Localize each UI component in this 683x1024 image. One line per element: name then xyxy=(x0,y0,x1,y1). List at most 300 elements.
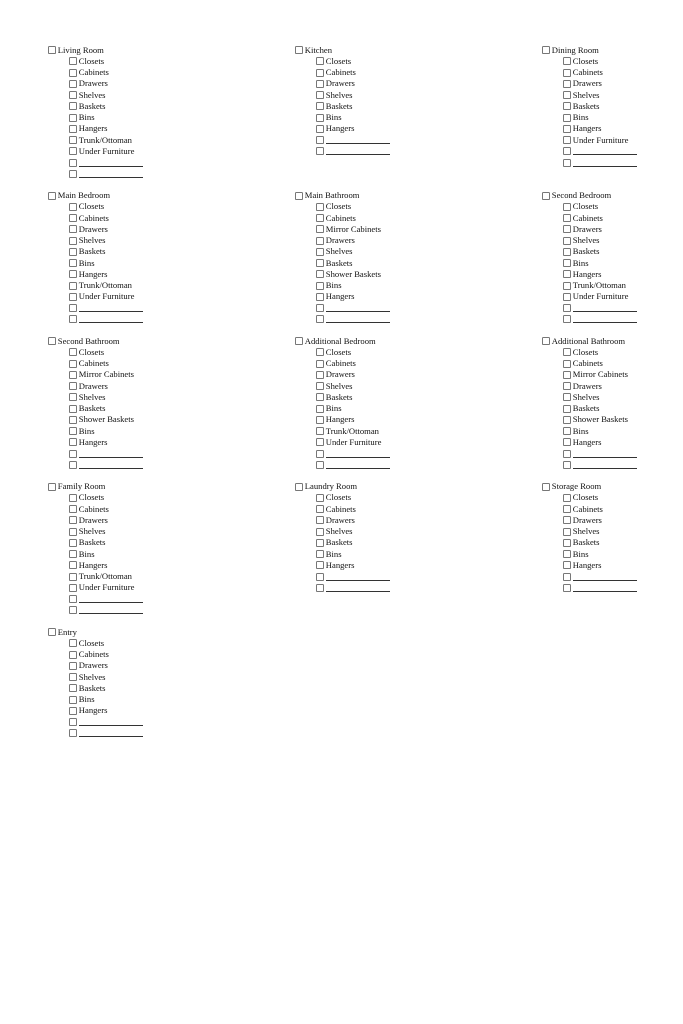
room-checkbox-family-room[interactable] xyxy=(48,481,278,492)
checkbox-icon[interactable] xyxy=(69,461,77,469)
item-checkbox-closets[interactable] xyxy=(69,347,278,358)
checkbox-icon[interactable] xyxy=(69,528,77,536)
item-checkbox-bins[interactable] xyxy=(316,112,525,123)
checkbox-icon[interactable] xyxy=(563,203,571,211)
checkbox-icon[interactable] xyxy=(542,483,550,491)
room-checkbox-dining-room[interactable] xyxy=(542,45,683,56)
checkbox-icon[interactable] xyxy=(69,214,77,222)
checkbox-icon[interactable] xyxy=(563,80,571,88)
checkbox-icon[interactable] xyxy=(563,69,571,77)
checkbox-icon[interactable] xyxy=(563,550,571,558)
checkbox-icon[interactable] xyxy=(316,57,324,65)
room-checkbox-entry[interactable] xyxy=(48,627,278,638)
item-checkbox-under-furniture[interactable] xyxy=(563,135,683,146)
checkbox-icon[interactable] xyxy=(316,91,324,99)
checkbox-icon[interactable] xyxy=(69,114,77,122)
write-in-line[interactable] xyxy=(79,460,143,469)
item-checkbox-drawers[interactable] xyxy=(69,660,278,671)
checkbox-icon[interactable] xyxy=(316,282,324,290)
checkbox-icon[interactable] xyxy=(316,450,324,458)
write-in-line[interactable] xyxy=(326,449,390,458)
blank-item-checkbox[interactable] xyxy=(69,157,278,168)
item-checkbox-drawers[interactable] xyxy=(563,381,683,392)
write-in-line[interactable] xyxy=(79,158,143,167)
checkbox-icon[interactable] xyxy=(563,270,571,278)
item-checkbox-closets[interactable] xyxy=(316,492,525,503)
blank-item-checkbox[interactable] xyxy=(69,459,278,470)
room-checkbox-laundry-room[interactable] xyxy=(295,481,525,492)
item-checkbox-bins[interactable] xyxy=(69,112,278,123)
checkbox-icon[interactable] xyxy=(563,125,571,133)
item-checkbox-hangers[interactable] xyxy=(69,123,278,134)
blank-item-checkbox[interactable] xyxy=(316,571,525,582)
blank-item-checkbox[interactable] xyxy=(316,459,525,470)
item-checkbox-drawers[interactable] xyxy=(563,78,683,89)
write-in-line[interactable] xyxy=(573,146,637,155)
item-checkbox-closets[interactable] xyxy=(69,56,278,67)
checkbox-icon[interactable] xyxy=(69,382,77,390)
item-checkbox-trunk-ottoman[interactable] xyxy=(69,135,278,146)
write-in-line[interactable] xyxy=(79,303,143,312)
item-checkbox-shelves[interactable] xyxy=(563,526,683,537)
checkbox-icon[interactable] xyxy=(69,516,77,524)
checkbox-icon[interactable] xyxy=(69,225,77,233)
checkbox-icon[interactable] xyxy=(316,561,324,569)
checkbox-icon[interactable] xyxy=(316,315,324,323)
checkbox-icon[interactable] xyxy=(316,237,324,245)
write-in-line[interactable] xyxy=(79,594,143,603)
checkbox-icon[interactable] xyxy=(316,360,324,368)
checkbox-icon[interactable] xyxy=(563,259,571,267)
write-in-line[interactable] xyxy=(573,158,637,167)
item-checkbox-baskets[interactable] xyxy=(563,403,683,414)
item-checkbox-under-furniture[interactable] xyxy=(69,291,278,302)
write-in-line[interactable] xyxy=(326,583,390,592)
checkbox-icon[interactable] xyxy=(69,57,77,65)
blank-item-checkbox[interactable] xyxy=(69,168,278,179)
checkbox-icon[interactable] xyxy=(69,550,77,558)
item-checkbox-cabinets[interactable] xyxy=(563,504,683,515)
checkbox-icon[interactable] xyxy=(69,69,77,77)
item-checkbox-shower-baskets[interactable] xyxy=(316,269,525,280)
checkbox-icon[interactable] xyxy=(316,214,324,222)
checkbox-icon[interactable] xyxy=(316,382,324,390)
checkbox-icon[interactable] xyxy=(316,270,324,278)
checkbox-icon[interactable] xyxy=(69,651,77,659)
item-checkbox-closets[interactable] xyxy=(69,638,278,649)
item-checkbox-cabinets[interactable] xyxy=(69,213,278,224)
checkbox-icon[interactable] xyxy=(316,438,324,446)
item-checkbox-bins[interactable] xyxy=(563,549,683,560)
item-checkbox-shelves[interactable] xyxy=(69,392,278,403)
checkbox-icon[interactable] xyxy=(69,673,77,681)
item-checkbox-shelves[interactable] xyxy=(69,526,278,537)
checkbox-icon[interactable] xyxy=(563,573,571,581)
checkbox-icon[interactable] xyxy=(69,315,77,323)
checkbox-icon[interactable] xyxy=(563,304,571,312)
checkbox-icon[interactable] xyxy=(316,494,324,502)
item-checkbox-trunk-ottoman[interactable] xyxy=(69,571,278,582)
write-in-line[interactable] xyxy=(326,314,390,323)
blank-item-checkbox[interactable] xyxy=(316,448,525,459)
checkbox-icon[interactable] xyxy=(563,348,571,356)
item-checkbox-cabinets[interactable] xyxy=(69,649,278,660)
item-checkbox-cabinets[interactable] xyxy=(563,67,683,78)
item-checkbox-closets[interactable] xyxy=(563,347,683,358)
checkbox-icon[interactable] xyxy=(316,304,324,312)
checkbox-icon[interactable] xyxy=(316,136,324,144)
blank-item-checkbox[interactable] xyxy=(69,605,278,616)
room-checkbox-kitchen[interactable] xyxy=(295,45,525,56)
item-checkbox-baskets[interactable] xyxy=(69,101,278,112)
item-checkbox-shelves[interactable] xyxy=(316,246,525,257)
checkbox-icon[interactable] xyxy=(563,461,571,469)
write-in-line[interactable] xyxy=(573,303,637,312)
blank-item-checkbox[interactable] xyxy=(563,582,683,593)
checkbox-icon[interactable] xyxy=(563,147,571,155)
blank-item-checkbox[interactable] xyxy=(69,303,278,314)
checkbox-icon[interactable] xyxy=(69,416,77,424)
checkbox-icon[interactable] xyxy=(295,483,303,491)
item-checkbox-bins[interactable] xyxy=(69,426,278,437)
item-checkbox-baskets[interactable] xyxy=(69,683,278,694)
checkbox-icon[interactable] xyxy=(563,159,571,167)
checkbox-icon[interactable] xyxy=(69,494,77,502)
item-checkbox-drawers[interactable] xyxy=(316,235,525,246)
checkbox-icon[interactable] xyxy=(542,337,550,345)
checkbox-icon[interactable] xyxy=(69,304,77,312)
checkbox-icon[interactable] xyxy=(563,505,571,513)
item-checkbox-hangers[interactable] xyxy=(316,414,525,425)
item-checkbox-hangers[interactable] xyxy=(563,560,683,571)
checkbox-icon[interactable] xyxy=(69,270,77,278)
checkbox-icon[interactable] xyxy=(316,102,324,110)
item-checkbox-shelves[interactable] xyxy=(563,235,683,246)
item-checkbox-bins[interactable] xyxy=(316,549,525,560)
checkbox-icon[interactable] xyxy=(69,573,77,581)
checkbox-icon[interactable] xyxy=(69,639,77,647)
item-checkbox-shower-baskets[interactable] xyxy=(563,414,683,425)
blank-item-checkbox[interactable] xyxy=(69,728,278,739)
checkbox-icon[interactable] xyxy=(316,393,324,401)
checkbox-icon[interactable] xyxy=(69,348,77,356)
blank-item-checkbox[interactable] xyxy=(316,582,525,593)
item-checkbox-drawers[interactable] xyxy=(69,224,278,235)
checkbox-icon[interactable] xyxy=(563,438,571,446)
checkbox-icon[interactable] xyxy=(69,136,77,144)
write-in-line[interactable] xyxy=(326,303,390,312)
room-checkbox-additional-bedroom[interactable] xyxy=(295,336,525,347)
checkbox-icon[interactable] xyxy=(316,427,324,435)
checkbox-icon[interactable] xyxy=(316,550,324,558)
item-checkbox-closets[interactable] xyxy=(563,201,683,212)
item-checkbox-baskets[interactable] xyxy=(563,246,683,257)
checkbox-icon[interactable] xyxy=(69,170,77,178)
room-checkbox-living-room[interactable] xyxy=(48,45,278,56)
checkbox-icon[interactable] xyxy=(563,393,571,401)
item-checkbox-mirror-cabinets[interactable] xyxy=(316,224,525,235)
item-checkbox-bins[interactable] xyxy=(563,258,683,269)
item-checkbox-baskets[interactable] xyxy=(316,392,525,403)
checkbox-icon[interactable] xyxy=(295,192,303,200)
checkbox-icon[interactable] xyxy=(69,427,77,435)
checkbox-icon[interactable] xyxy=(316,539,324,547)
checkbox-icon[interactable] xyxy=(563,450,571,458)
checkbox-icon[interactable] xyxy=(69,450,77,458)
item-checkbox-bins[interactable] xyxy=(69,694,278,705)
item-checkbox-bins[interactable] xyxy=(563,426,683,437)
checkbox-icon[interactable] xyxy=(563,494,571,502)
checkbox-icon[interactable] xyxy=(316,125,324,133)
item-checkbox-shelves[interactable] xyxy=(316,381,525,392)
write-in-line[interactable] xyxy=(573,583,637,592)
item-checkbox-drawers[interactable] xyxy=(316,515,525,526)
item-checkbox-cabinets[interactable] xyxy=(316,358,525,369)
item-checkbox-cabinets[interactable] xyxy=(69,67,278,78)
item-checkbox-bins[interactable] xyxy=(316,403,525,414)
item-checkbox-closets[interactable] xyxy=(316,347,525,358)
item-checkbox-baskets[interactable] xyxy=(69,403,278,414)
checkbox-icon[interactable] xyxy=(69,393,77,401)
checkbox-icon[interactable] xyxy=(69,696,77,704)
checkbox-icon[interactable] xyxy=(563,225,571,233)
item-checkbox-closets[interactable] xyxy=(69,492,278,503)
blank-item-checkbox[interactable] xyxy=(69,448,278,459)
checkbox-icon[interactable] xyxy=(316,225,324,233)
checkbox-icon[interactable] xyxy=(69,595,77,603)
item-checkbox-shelves[interactable] xyxy=(69,235,278,246)
write-in-line[interactable] xyxy=(573,572,637,581)
item-checkbox-bins[interactable] xyxy=(563,112,683,123)
write-in-line[interactable] xyxy=(79,605,143,614)
checkbox-icon[interactable] xyxy=(563,561,571,569)
checkbox-icon[interactable] xyxy=(48,483,56,491)
item-checkbox-drawers[interactable] xyxy=(316,369,525,380)
item-checkbox-closets[interactable] xyxy=(316,201,525,212)
checkbox-icon[interactable] xyxy=(563,516,571,524)
item-checkbox-bins[interactable] xyxy=(316,280,525,291)
item-checkbox-cabinets[interactable] xyxy=(563,358,683,369)
checkbox-icon[interactable] xyxy=(69,248,77,256)
blank-item-checkbox[interactable] xyxy=(563,303,683,314)
item-checkbox-mirror-cabinets[interactable] xyxy=(563,369,683,380)
checkbox-icon[interactable] xyxy=(316,248,324,256)
checkbox-icon[interactable] xyxy=(563,416,571,424)
write-in-line[interactable] xyxy=(79,728,143,737)
item-checkbox-cabinets[interactable] xyxy=(316,504,525,515)
room-checkbox-main-bathroom[interactable] xyxy=(295,190,525,201)
write-in-line[interactable] xyxy=(326,572,390,581)
checkbox-icon[interactable] xyxy=(69,293,77,301)
room-checkbox-second-bathroom[interactable] xyxy=(48,336,278,347)
item-checkbox-baskets[interactable] xyxy=(316,537,525,548)
checkbox-icon[interactable] xyxy=(48,337,56,345)
item-checkbox-drawers[interactable] xyxy=(69,515,278,526)
item-checkbox-baskets[interactable] xyxy=(316,101,525,112)
checkbox-icon[interactable] xyxy=(69,80,77,88)
checkbox-icon[interactable] xyxy=(316,505,324,513)
item-checkbox-closets[interactable] xyxy=(563,492,683,503)
blank-item-checkbox[interactable] xyxy=(316,146,525,157)
write-in-line[interactable] xyxy=(326,460,390,469)
checkbox-icon[interactable] xyxy=(563,237,571,245)
checkbox-icon[interactable] xyxy=(69,102,77,110)
checkbox-icon[interactable] xyxy=(69,707,77,715)
checkbox-icon[interactable] xyxy=(69,584,77,592)
item-checkbox-drawers[interactable] xyxy=(563,224,683,235)
item-checkbox-cabinets[interactable] xyxy=(563,213,683,224)
checkbox-icon[interactable] xyxy=(69,147,77,155)
checkbox-icon[interactable] xyxy=(69,91,77,99)
item-checkbox-bins[interactable] xyxy=(69,549,278,560)
item-checkbox-hangers[interactable] xyxy=(69,705,278,716)
checkbox-icon[interactable] xyxy=(316,348,324,356)
item-checkbox-mirror-cabinets[interactable] xyxy=(69,369,278,380)
checkbox-icon[interactable] xyxy=(316,416,324,424)
write-in-line[interactable] xyxy=(79,449,143,458)
checkbox-icon[interactable] xyxy=(69,405,77,413)
item-checkbox-shelves[interactable] xyxy=(563,392,683,403)
item-checkbox-shelves[interactable] xyxy=(316,90,525,101)
checkbox-icon[interactable] xyxy=(316,405,324,413)
item-checkbox-under-furniture[interactable] xyxy=(316,437,525,448)
item-checkbox-cabinets[interactable] xyxy=(69,504,278,515)
checkbox-icon[interactable] xyxy=(69,259,77,267)
write-in-line[interactable] xyxy=(79,314,143,323)
checkbox-icon[interactable] xyxy=(316,528,324,536)
checkbox-icon[interactable] xyxy=(69,606,77,614)
item-checkbox-drawers[interactable] xyxy=(69,78,278,89)
room-checkbox-storage-room[interactable] xyxy=(542,481,683,492)
item-checkbox-baskets[interactable] xyxy=(69,246,278,257)
blank-item-checkbox[interactable] xyxy=(563,146,683,157)
item-checkbox-hangers[interactable] xyxy=(316,291,525,302)
checkbox-icon[interactable] xyxy=(563,214,571,222)
checkbox-icon[interactable] xyxy=(563,539,571,547)
item-checkbox-under-furniture[interactable] xyxy=(563,291,683,302)
blank-item-checkbox[interactable] xyxy=(69,594,278,605)
checkbox-icon[interactable] xyxy=(316,114,324,122)
checkbox-icon[interactable] xyxy=(563,405,571,413)
checkbox-icon[interactable] xyxy=(316,80,324,88)
checkbox-icon[interactable] xyxy=(295,46,303,54)
checkbox-icon[interactable] xyxy=(48,192,56,200)
checkbox-icon[interactable] xyxy=(563,114,571,122)
item-checkbox-drawers[interactable] xyxy=(316,78,525,89)
checkbox-icon[interactable] xyxy=(563,248,571,256)
checkbox-icon[interactable] xyxy=(316,584,324,592)
checkbox-icon[interactable] xyxy=(542,46,550,54)
checkbox-icon[interactable] xyxy=(48,628,56,636)
checkbox-icon[interactable] xyxy=(69,684,77,692)
item-checkbox-cabinets[interactable] xyxy=(316,67,525,78)
write-in-line[interactable] xyxy=(79,169,143,178)
checkbox-icon[interactable] xyxy=(69,505,77,513)
checkbox-icon[interactable] xyxy=(563,282,571,290)
blank-item-checkbox[interactable] xyxy=(563,459,683,470)
blank-item-checkbox[interactable] xyxy=(69,314,278,325)
item-checkbox-shower-baskets[interactable] xyxy=(69,414,278,425)
item-checkbox-trunk-ottoman[interactable] xyxy=(316,426,525,437)
blank-item-checkbox[interactable] xyxy=(316,135,525,146)
checkbox-icon[interactable] xyxy=(69,718,77,726)
item-checkbox-hangers[interactable] xyxy=(563,123,683,134)
write-in-line[interactable] xyxy=(326,135,390,144)
item-checkbox-baskets[interactable] xyxy=(316,258,525,269)
item-checkbox-closets[interactable] xyxy=(563,56,683,67)
write-in-line[interactable] xyxy=(326,146,390,155)
checkbox-icon[interactable] xyxy=(295,337,303,345)
checkbox-icon[interactable] xyxy=(69,360,77,368)
checkbox-icon[interactable] xyxy=(563,360,571,368)
item-checkbox-baskets[interactable] xyxy=(563,537,683,548)
checkbox-icon[interactable] xyxy=(563,293,571,301)
checkbox-icon[interactable] xyxy=(563,315,571,323)
checkbox-icon[interactable] xyxy=(563,382,571,390)
item-checkbox-closets[interactable] xyxy=(69,201,278,212)
item-checkbox-hangers[interactable] xyxy=(563,269,683,280)
checkbox-icon[interactable] xyxy=(69,539,77,547)
room-checkbox-second-bedroom[interactable] xyxy=(542,190,683,201)
item-checkbox-baskets[interactable] xyxy=(563,101,683,112)
item-checkbox-drawers[interactable] xyxy=(563,515,683,526)
item-checkbox-bins[interactable] xyxy=(69,258,278,269)
write-in-line[interactable] xyxy=(573,449,637,458)
checkbox-icon[interactable] xyxy=(316,371,324,379)
checkbox-icon[interactable] xyxy=(563,371,571,379)
item-checkbox-trunk-ottoman[interactable] xyxy=(563,280,683,291)
item-checkbox-under-furniture[interactable] xyxy=(69,582,278,593)
item-checkbox-hangers[interactable] xyxy=(563,437,683,448)
checkbox-icon[interactable] xyxy=(316,69,324,77)
checkbox-icon[interactable] xyxy=(542,192,550,200)
checkbox-icon[interactable] xyxy=(316,293,324,301)
item-checkbox-shelves[interactable] xyxy=(69,672,278,683)
write-in-line[interactable] xyxy=(79,717,143,726)
item-checkbox-cabinets[interactable] xyxy=(316,213,525,224)
checkbox-icon[interactable] xyxy=(69,729,77,737)
checkbox-icon[interactable] xyxy=(563,57,571,65)
item-checkbox-cabinets[interactable] xyxy=(69,358,278,369)
checkbox-icon[interactable] xyxy=(69,282,77,290)
checkbox-icon[interactable] xyxy=(316,516,324,524)
checkbox-icon[interactable] xyxy=(69,561,77,569)
room-checkbox-main-bedroom[interactable] xyxy=(48,190,278,201)
checkbox-icon[interactable] xyxy=(316,573,324,581)
item-checkbox-hangers[interactable] xyxy=(69,437,278,448)
blank-item-checkbox[interactable] xyxy=(69,717,278,728)
checkbox-icon[interactable] xyxy=(316,259,324,267)
checkbox-icon[interactable] xyxy=(563,528,571,536)
item-checkbox-hangers[interactable] xyxy=(69,269,278,280)
blank-item-checkbox[interactable] xyxy=(316,303,525,314)
item-checkbox-shelves[interactable] xyxy=(563,90,683,101)
item-checkbox-shelves[interactable] xyxy=(69,90,278,101)
blank-item-checkbox[interactable] xyxy=(563,571,683,582)
checkbox-icon[interactable] xyxy=(69,371,77,379)
write-in-line[interactable] xyxy=(573,314,637,323)
item-checkbox-under-furniture[interactable] xyxy=(69,146,278,157)
item-checkbox-hangers[interactable] xyxy=(316,123,525,134)
checkbox-icon[interactable] xyxy=(563,584,571,592)
room-checkbox-additional-bathroom[interactable] xyxy=(542,336,683,347)
item-checkbox-baskets[interactable] xyxy=(69,537,278,548)
item-checkbox-closets[interactable] xyxy=(316,56,525,67)
checkbox-icon[interactable] xyxy=(563,102,571,110)
item-checkbox-shelves[interactable] xyxy=(316,526,525,537)
checkbox-icon[interactable] xyxy=(316,147,324,155)
checkbox-icon[interactable] xyxy=(563,427,571,435)
